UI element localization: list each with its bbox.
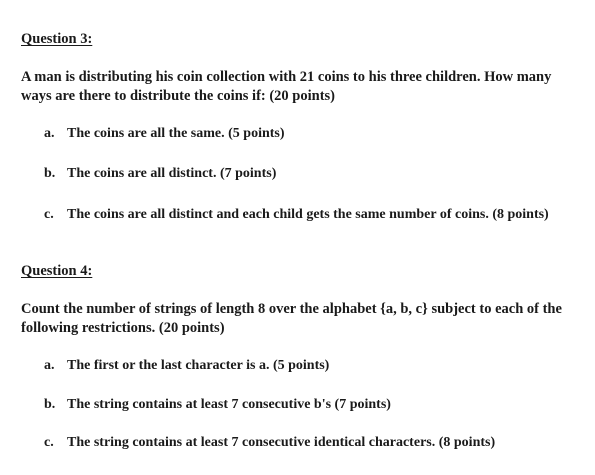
question-4-line-2: following restrictions. (20 points) <box>21 320 225 336</box>
item-letter: c. <box>44 435 54 450</box>
question-3-item-b <box>44 166 276 182</box>
question-4-item-b <box>44 397 391 413</box>
item-letter: b. <box>44 397 56 412</box>
item-letter: c. <box>44 207 54 222</box>
question-4-item-c <box>44 435 495 451</box>
question-3-heading: Question 3: <box>21 31 93 47</box>
item-letter: a. <box>44 358 55 373</box>
item-text: The string contains at least 7 consecutive b's (7 points) <box>67 397 391 412</box>
question-3-item-a <box>44 126 285 142</box>
item-letter: a. <box>44 126 55 141</box>
question-3-item-c <box>44 207 549 223</box>
item-letter: b. <box>44 166 56 181</box>
item-text: The first or the last character is a. (5 points) <box>67 358 330 373</box>
question-4-heading: Question 4: <box>21 263 93 279</box>
question-4-line-1: Count the number of strings of length 8 over the alphabet {a, b, c} subject to each of the <box>21 301 562 317</box>
question-3-line-2: ways are there to distribute the coins if: (20 points) <box>21 88 336 104</box>
question-4-item-a <box>44 358 329 374</box>
item-text: The string contains at least 7 consecutive identical characters. (8 points) <box>67 435 496 450</box>
item-text: The coins are all distinct and each child gets the same number of coins. (8 points) <box>67 207 549 222</box>
item-text: The coins are all the same. (5 points) <box>67 126 285 141</box>
item-text: The coins are all distinct. (7 points) <box>67 166 277 181</box>
question-3-line-1: A man is distributing his coin collection with 21 coins to his three children. How many <box>21 69 552 85</box>
